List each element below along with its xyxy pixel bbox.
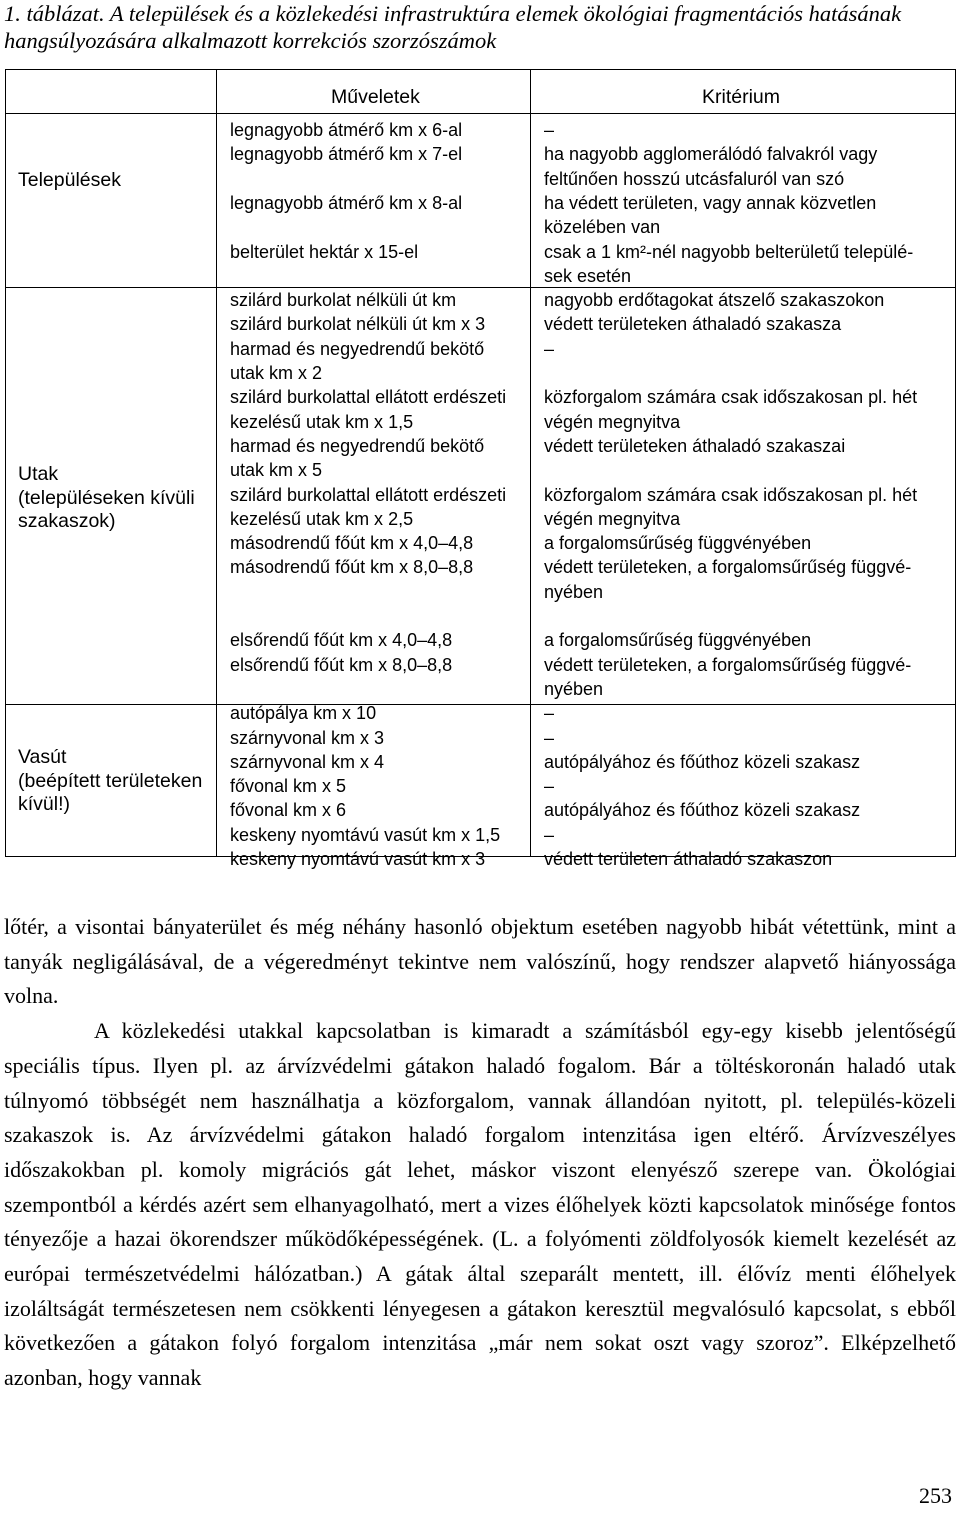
category-rail-line-1: Vasút [18,746,67,768]
correction-factor-table [5,69,956,869]
criterion-cell: ha nagyobb agglomerálódó falvakról vagy [544,144,878,165]
operation-cell: fővonal km x 5 [230,776,347,797]
operation-cell: szilárd burkolat nélküli út km x 3 [230,314,486,335]
operation-cell: elsőrendű főút km x 8,0–8,8 [230,654,453,675]
header-operations: Műveletek [331,86,420,108]
category-rail-line-2: (beépített területeken [18,769,203,792]
operation-cell: szárnyvonal km x 3 [230,727,385,748]
criterion-cell: – [544,776,555,797]
operation-cell: harmad és negyedrendű bekötő [230,435,485,456]
operation-cell: legnagyobb átmérő km x 8-al [230,192,463,213]
operation-cell: legnagyobb átmérő km x 6-al [230,120,463,140]
page-number: 253 [919,1483,952,1508]
paragraph-2: A közlekedési utakkal kapcsolatban is kimaradt a számításból egy-egy kisebb jelentőségű speciális típus. Ilyen pl. az árvízvédelmi gátakon haladó fogalom. Bár a töltéskoronán haladó utak túlnyomó többségét nem használhatja a közforgalom, vannak állandóan nyitott, pl. település-közeli szakaszok is. Az árvízvédelmi gátakon haladó forgalom intenzitása igen eltérő. Árvízveszélyes időszakokban pl. komoly migrációs gát lehet, máskor viszont elenyésző szerepe van. Ökológiai szempontból a kérdés azért sem elhanyagolható, mert a vizes élőhelyek közti kapcsolatok minősége fontos tényezője a hazai ökorendszer működőképességének. (L. a folyómenti zöldfolyosók kiemelt kezelését az európai természetvédelmi hálózatban.) A gátak által szeparált mentett, ill. élővíz menti élőhelyek izoláltságát természetesen nem csökkenti lényegesen a gátakon keresztül megvalósuló kapcsolat, s ebből következően a gátakon folyó forgalom intenzitása „már nem sokat oszt vagy szoroz”. Elképzelhető azonban, hogy vannak [4,1018,956,1391]
operation-cell: keskeny nyomtávú vasút km x 1,5 [230,824,501,845]
category-roads-line-1: Utak [18,463,59,485]
operation-cell: elsőrendű főút km x 4,0–4,8 [230,630,453,651]
criterion-cell: – [544,727,555,748]
category-roads-line-2: (településeken kívüli [18,486,195,509]
criterion-cell: a forgalomsűrűség függvényében [544,630,812,651]
criterion-cell: autópályához és főúthoz közeli szakasz [544,751,861,772]
operation-cell: autópálya km x 10 [230,703,377,724]
criterion-cell: – [544,338,555,359]
operation-cell: harmad és negyedrendű bekötő [230,338,485,359]
criterion-cell: – [544,120,555,140]
header-divider [6,113,955,114]
category-roads-line-3: szakaszok) [18,510,116,532]
category-rail [18,746,202,817]
criterion-cell: a forgalomsűrűség függvényében [544,533,812,554]
criterion-cell: végén megnyitva [544,411,681,432]
operation-cell: utak km x 5 [230,460,323,481]
criterion-cell: közelében van [544,217,661,238]
operation-cell: másodrendű főút km x 4,0–4,8 [230,533,474,554]
criterion-cell: feltűnően hosszú utcásfaluról van szó [544,168,845,189]
criterion-cell: nagyobb erdőtagokat átszelő szakaszokon [544,290,885,311]
operation-cell: másodrendű főút km x 8,0–8,8 [230,557,474,578]
operation-cell: szilárd burkolat nélküli út km [230,290,457,311]
criterion-cell: végén megnyitva [544,508,681,529]
operation-cell: szilárd burkolattal ellátott erdészeti [230,484,507,505]
operation-cell: szárnyvonal km x 4 [230,751,385,772]
column-divider-2 [530,70,531,856]
table-caption: 1. táblázat. A települések és a közlekedési infrastruktúra elemek ökológiai fragmentációs hatásának hangsúlyozására alkalmazott korrekciós szorzószámok [4,1,902,53]
operation-cell: utak km x 2 [230,363,323,383]
roads-rail-divider [6,704,955,705]
category-settlements: Települések [18,169,121,191]
criterion-cell: védett területen áthaladó szakaszon [544,849,833,869]
criterion-cell: csak a 1 km²-nél nagyobb belterületű települé- [544,241,914,262]
criterion-cell: közforgalom számára csak időszakosan pl. hét [544,387,918,408]
criterion-cell: védett területeken áthaladó szakaszai [544,435,846,456]
criterion-cell: ha védett területen, vagy annak közvetlen [544,192,877,213]
category-rail-line-3: kívül!) [18,793,71,815]
criterion-cell: védett területeken, a forgalomsűrűség függvé- [544,557,912,578]
operation-cell: legnagyobb átmérő km x 7-el [230,144,463,165]
operation-cell: kezelésű utak km x 2,5 [230,508,414,529]
operation-cell: fővonal km x 6 [230,800,347,821]
criterion-cell: védett területeken áthaladó szakasza [544,314,842,335]
criterion-cell: nyében [544,581,604,602]
operation-cell: belterület hektár x 15-el [230,241,419,262]
criterion-cell: sek esetén [544,265,632,286]
column-divider-1 [216,70,217,856]
criterion-cell: – [544,703,555,724]
criterion-cell: védett területeken, a forgalomsűrűség függvé- [544,654,912,675]
criterion-cell: – [544,824,555,845]
criterion-cell: autópályához és főúthoz közeli szakasz [544,800,861,821]
body-text [4,910,956,1396]
operation-cell: szilárd burkolattal ellátott erdészeti [230,387,507,408]
operation-cell: kezelésű utak km x 1,5 [230,411,414,432]
paragraph-1: lőtér, a visontai bányaterület és még néhány hasonló objektum esetében nagyobb hibát vétettünk, mint a tanyák negligálásával, de a végeredményt tekintve nem valószínű, hogy rendszer alapvető hiányossága volna. [4,914,956,1009]
header-criterion: Kritérium [702,86,781,108]
operation-cell: keskeny nyomtávú vasút km x 3 [230,849,486,869]
category-roads [18,463,195,534]
criterion-cell: közforgalom számára csak időszakosan pl. hét [544,484,918,505]
criterion-cell: nyében [544,678,604,699]
